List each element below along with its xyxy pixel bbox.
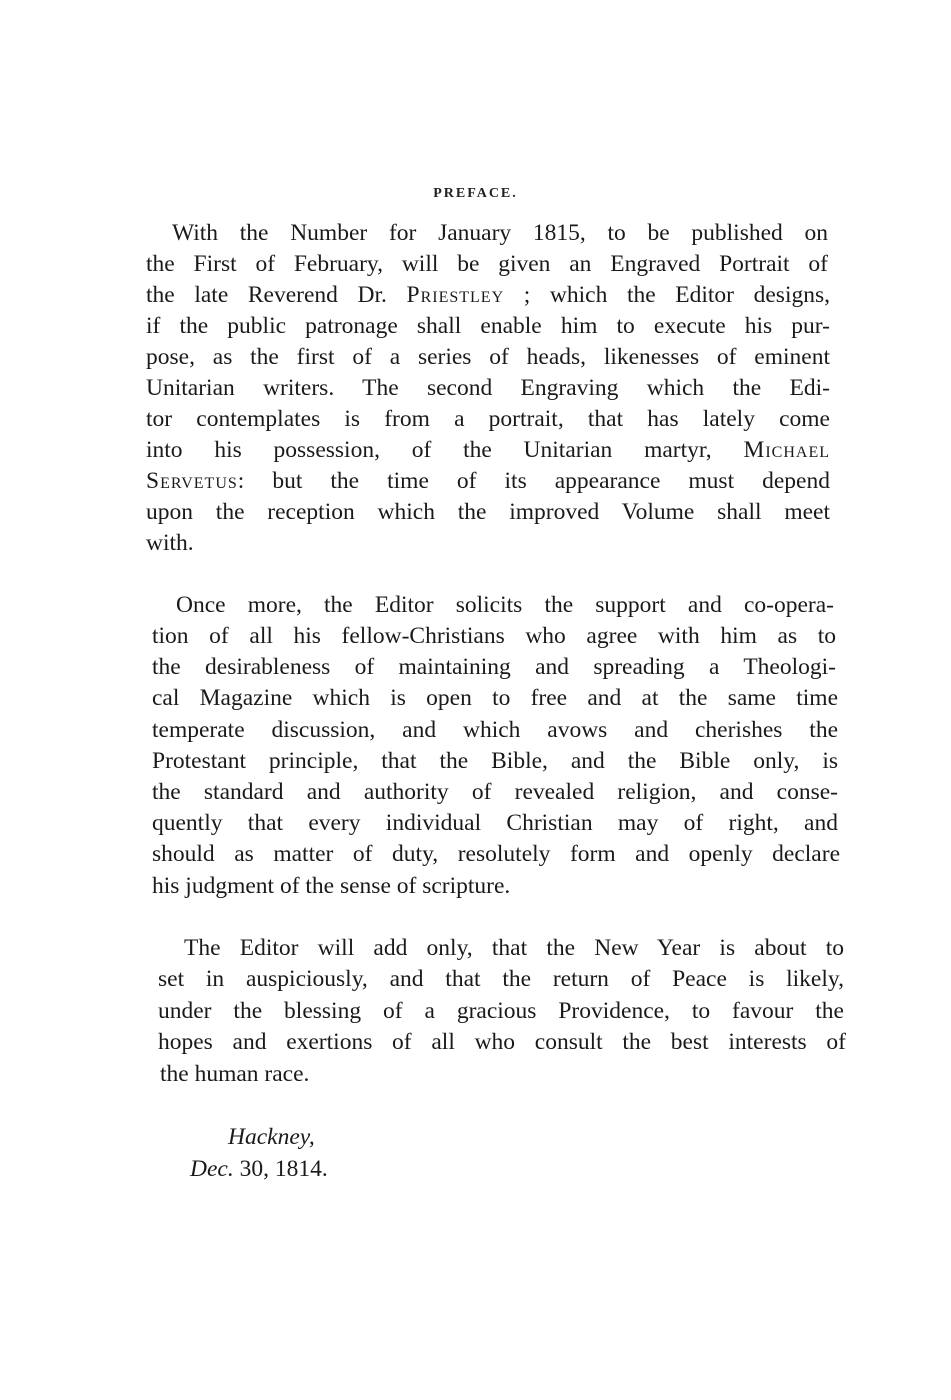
text-line: Unitarian writers. The second Engraving which the Edi- [146,375,830,401]
text-line: tion of all his fellow-Christians who agree with him as to [152,623,836,649]
text-line: the human race. [160,1061,310,1087]
text-run: the late Reverend Dr. [146,282,407,308]
name-small-caps: Priestley [406,282,505,308]
text-line: set in auspiciously, and that the return of Peace is likely, [158,966,844,992]
text-line: quently that every individual Christian may of right, and [152,810,838,836]
text-line [146,435,830,465]
text-line: The Editor will add only, that the New Year is about to [184,935,844,961]
date-prefix: Dec. [190,1156,234,1182]
text-line: with. [146,530,194,556]
text-line: hopes and exertions of all who consult the best interests of [158,1029,846,1055]
text-line: the desirableness of maintaining and spreading a Theologi- [152,654,836,680]
text-line: the standard and authority of revealed religion, and conse- [152,779,838,805]
name-small-caps: Servetus [146,468,238,494]
text-line: the First of February, will be given an Engraved Portrait of [146,251,828,277]
text-line: temperate discussion, and which avows and cherishes the [152,717,838,743]
text-line: cal Magazine which is open to free and at the same time [152,685,838,711]
text-line: tor contemplates is from a portrait, that has lately come [146,406,830,432]
text-line [146,280,830,310]
text-line: Protestant principle, that the Bible, and the Bible only, is [152,748,838,774]
text-run: into his possession, of the Unitarian martyr, [146,437,744,463]
text-line: his judgment of the sense of scripture. [152,873,511,899]
text-line: should as matter of duty, resolutely form and openly declare [152,841,840,867]
page-heading: PREFACE. [433,186,518,201]
signature-date [190,1154,328,1184]
text-line: upon the reception which the improved Volume shall meet [146,499,830,525]
text-line: under the blessing of a gracious Providence, to favour the [158,998,844,1024]
text-run: ; which the Editor designs, [504,282,830,308]
signature-place: Hackney, [228,1124,315,1150]
text-line: pose, as the first of a series of heads, likenesses of eminent [146,344,830,370]
name-small-caps: Michael [743,437,830,463]
text-line: With the Number for January 1815, to be published on [172,220,828,246]
text-line: Once more, the Editor solicits the support and co-opera- [176,592,834,618]
date-value: 30, 1814. [239,1156,328,1182]
text-line: if the public patronage shall enable him to execute his pur- [146,313,830,339]
text-line [146,466,830,496]
text-run: : but the time of its appearance must depend [237,468,830,494]
